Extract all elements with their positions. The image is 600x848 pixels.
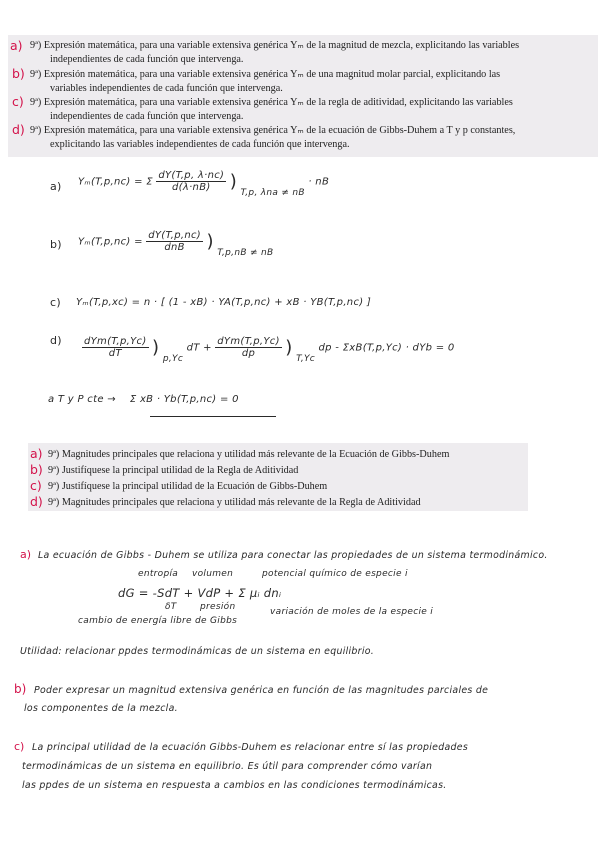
question-2d: 9ª) Magnitudes principales que relaciona y utilidad más relevante de la Regla de Aditividad xyxy=(48,497,421,508)
answer-b-equation: Yₘ(T,p,nc) = $\frac{dY(T,p,nc)}{\text{dnB}}$ ) T,p,nB ≠ nB xyxy=(78,230,274,258)
annotation-presion: presión xyxy=(200,602,236,612)
answer-d-tail: dp - ΣxB(T,p,Yc) · dYb = 0 xyxy=(318,342,455,354)
answer-d-fraction-1 xyxy=(82,336,149,359)
answer-a-denominator: d(λ·nB) xyxy=(156,181,226,193)
answer-a-label: a) xyxy=(50,180,62,193)
answer-d-line2-condition: a T y P cte → xyxy=(48,394,116,405)
question-2c: 9ª) Justifíquese la principal utilidad de la Ecuación de Gibbs-Duhem xyxy=(48,481,328,492)
answer-d-underline xyxy=(150,416,276,417)
answer-text-c-line1: La principal utilidad de la ecuación Gibbs-Duhem es relacionar entre sí las propiedades xyxy=(32,742,469,753)
annotation-dt: δT xyxy=(165,602,177,612)
question-2d-letter: d) xyxy=(30,494,43,509)
answer-d-label: d) xyxy=(50,334,62,347)
question-2c-letter: c) xyxy=(30,478,42,493)
answer-c-equation: Yₘ(T,p,xc) = n · [ (1 - xB) · YA(T,p,nc) + xB · YB(T,p,nc) ] xyxy=(76,297,372,308)
question-1d-line2: explicitando las variables independientes de cada función que intervenga. xyxy=(50,138,350,150)
question-2b-letter: b) xyxy=(30,462,43,477)
question-1a-line2: independientes de cada función que intervenga. xyxy=(50,53,244,65)
answer-d-subscript-1: p,Yc xyxy=(162,353,184,364)
answer-text-b-line1: Poder expresar un magnitud extensiva genérica en función de las magnitudes parciales de xyxy=(34,685,489,696)
answer-a-subscript: T,p, λna ≠ nB xyxy=(240,187,305,198)
question-1b-line1: 9ª) Expresión matemática, para una variable extensiva genérica Yₘ de una magnitud molar parcial, explicitando las xyxy=(30,69,501,80)
answer-a-fraction xyxy=(156,170,226,193)
answer-d-fraction-2 xyxy=(215,336,282,359)
answer-text-b-line2: los componentes de la mezcla. xyxy=(24,703,178,714)
answer-b-subscript: T,p,nB ≠ nB xyxy=(217,247,274,258)
annotation-cambio-energia: cambio de energía libre de Gibbs xyxy=(78,616,238,626)
answer-d-mid: dT + xyxy=(186,342,212,354)
question-1d xyxy=(30,124,590,151)
answer-d-denominator-2: dp xyxy=(215,347,282,359)
answer-d-equation: $\frac{\text{dYm(T,p,Yc)}}{dT}$ ) p,Yc dT + $\frac{\text{dYm(T,p,Yc)}}{dp}$ ) T,Yc dp - ΣxB(T,p,Yc) · dYb = 0 xyxy=(84,336,455,364)
question-1b xyxy=(30,68,590,95)
question-1c-line1: 9ª) Expresión matemática, para una variable extensiva genérica Yₘ de la regla de aditividad, explicitando las variables xyxy=(30,97,513,108)
question-1d-letter: d) xyxy=(12,122,25,137)
question-1a-letter: a) xyxy=(10,38,23,53)
gibbs-equation: dG = -SdT + VdP + Σ μᵢ dnᵢ xyxy=(118,586,282,600)
answer-d-numerator-2: dYm(T,p,Yc) xyxy=(217,336,280,347)
answer-c-label: c) xyxy=(50,296,61,309)
answer-text-c-label: c) xyxy=(14,740,25,753)
answer-a-equation: Yₘ(T,p,nc) = Σ $\frac{dY(T,p, \lambda\cdot nc)}{d(\lambda\cdot nB)}$ ) T,p, λna ≠ nB · nB xyxy=(78,170,330,198)
question-1c-line2: independientes de cada función que intervenga. xyxy=(50,110,244,122)
question-1c-letter: c) xyxy=(12,94,24,109)
question-2a: 9ª) Magnitudes principales que relaciona y utilidad más relevante de la Ecuación de Gibbs-Duhem xyxy=(48,449,450,460)
answer-b-fraction xyxy=(146,230,203,253)
question-1b-line2: variables independientes de cada función que intervenga. xyxy=(50,82,283,94)
answer-text-c-line3: las ppdes de un sistema en respuesta a cambios en las condiciones termodinámicas. xyxy=(22,780,447,791)
annotation-variacion-moles: variación de moles de la especie i xyxy=(270,607,434,617)
answer-text-b-label: b) xyxy=(14,682,27,696)
answer-d-line2-equation: Σ xB · Yb(T,p,nc) = 0 xyxy=(129,394,239,405)
annotation-entropia: entropía xyxy=(138,569,179,579)
question-1c xyxy=(30,96,590,123)
answer-d-denominator-1: dT xyxy=(82,347,149,359)
question-2b: 9ª) Justifíquese la principal utilidad de la Regla de Aditividad xyxy=(48,465,299,476)
answer-d-line2 xyxy=(48,394,239,405)
annotation-potencial-quimico: potencial químico de especie i xyxy=(262,569,408,579)
answer-a-tail: · nB xyxy=(308,176,330,188)
answer-b-lhs: Yₘ(T,p,nc) = xyxy=(78,236,143,248)
question-1a xyxy=(30,39,590,66)
answer-text-a-utility: Utilidad: relacionar ppdes termodinámicas de un sistema en equilibrio. xyxy=(20,646,375,657)
question-1b-letter: b) xyxy=(12,66,25,81)
answer-d-numerator-1: dYm(T,p,Yc) xyxy=(84,336,147,347)
question-1a-line1: 9ª) Expresión matemática, para una variable extensiva genérica Yₘ de la magnitud de mezcla, explicitando las variables xyxy=(30,40,520,51)
answer-b-denominator: dnB xyxy=(146,241,203,253)
answer-a-numerator: dY(T,p, λ·nc) xyxy=(158,170,225,181)
question-2a-letter: a) xyxy=(30,446,43,461)
answer-text-c-line2: termodinámicas de un sistema en equilibrio. Es útil para comprender cómo varían xyxy=(22,761,433,772)
answer-b-label: b) xyxy=(50,238,62,251)
answer-a-lhs: Yₘ(T,p,nc) = Σ xyxy=(78,176,153,188)
answer-text-a-label: a) xyxy=(20,548,32,561)
annotation-volumen: volumen xyxy=(192,569,234,579)
answer-text-a-line1: La ecuación de Gibbs - Duhem se utiliza para conectar las propiedades de un sistema termodinámico. xyxy=(38,550,548,561)
answer-b-numerator: dY(T,p,nc) xyxy=(148,230,201,241)
question-1d-line1: 9ª) Expresión matemática, para una variable extensiva genérica Yₘ de la ecuación de Gibbs-Duhem a T y p constantes, xyxy=(30,125,516,136)
answer-d-subscript-2: T,Yc xyxy=(296,353,316,364)
